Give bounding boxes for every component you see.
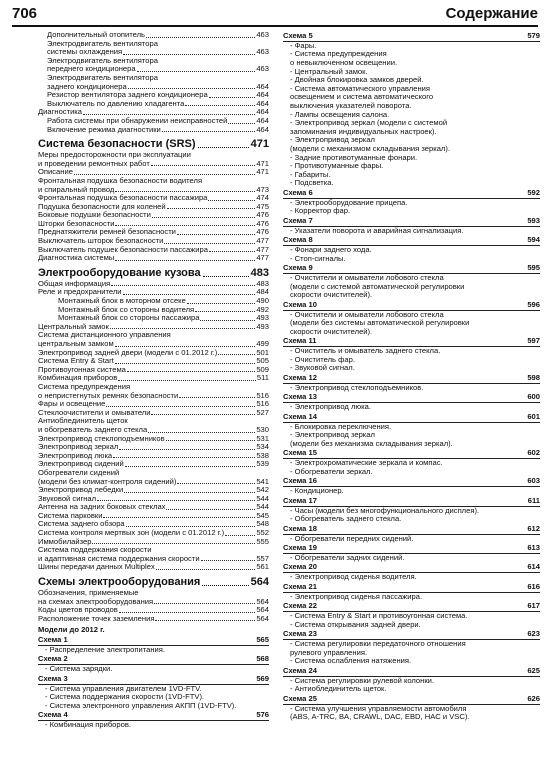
scheme-label: Схема 18 (283, 523, 317, 533)
scheme-page-number: 593 (527, 215, 540, 225)
toc-page-number: 539 (256, 459, 269, 469)
scheme-bullet: - Электропривод зеркал (290, 430, 375, 440)
scheme-bullet: - Подсветка. (290, 178, 334, 188)
scheme-heading (283, 32, 540, 42)
toc-entry-title: и проведении ремонтных работ (38, 158, 150, 168)
toc-leader-dots (179, 397, 255, 398)
toc-page-number: 531 (256, 433, 269, 443)
scheme-bullet: - Система управления двигателем 1VD-FTV. (45, 683, 202, 693)
toc-entry-title: Электропривод сидений (38, 459, 124, 469)
scheme-label: Схема 6 (283, 187, 313, 197)
toc-page-number: 538 (256, 450, 269, 460)
scheme-page-number: 576 (256, 710, 269, 720)
toc-leader-dots (162, 131, 256, 132)
toc-entry-title: Монтажный блок со стороны водителя (58, 304, 195, 314)
scheme-bullet: - Распределение электропитания. (45, 644, 166, 654)
scheme-bullet: - Габариты. (290, 169, 331, 179)
scheme-page-number: 597 (527, 336, 540, 346)
toc-page-number: 505 (256, 356, 269, 366)
scheme-bullet: (ABS, A-TRC, BA, CRAWL, DAC, EBD, HAC и VSC). (290, 712, 470, 722)
toc-entry-title: Коды цветов проводов (38, 605, 118, 615)
scheme-bullet: - Очистители и омыватели лобового стекла (290, 309, 444, 319)
scheme-page-number: 569 (256, 673, 269, 683)
page-number: 706 (12, 5, 38, 22)
toc-page-number: 464 (256, 81, 269, 91)
toc-leader-dots (123, 294, 256, 295)
toc-page-number: 477 (256, 244, 269, 254)
toc-page-number: 499 (256, 339, 269, 348)
toc-leader-dots (124, 492, 255, 493)
toc-page-number: 541 (256, 476, 269, 486)
toc-entry-line: Обозначения, применяемые (38, 588, 139, 598)
toc-leader-dots (200, 320, 255, 321)
models-heading: Модели до 2012 г. (38, 625, 105, 635)
toc-entry-title: центральным замком (38, 339, 114, 348)
toc-leader-dots (209, 251, 255, 252)
toc-leader-dots (119, 612, 256, 613)
toc-entry-line: Система поддержания скорости (38, 545, 152, 555)
scheme-label: Схема 20 (283, 562, 317, 572)
toc-entry-line: Система предупреждения (38, 381, 131, 391)
scheme-page-number: 598 (527, 372, 540, 382)
toc-leader-dots (166, 440, 256, 441)
toc-entry-title: Противоугонная система (38, 364, 126, 374)
scheme-bullet: - Задние противотуманные фонари. (290, 152, 418, 162)
scheme-bullet: - Система улучшения управляемости автомобиля (290, 703, 467, 713)
toc-entry-title: Иммобилайзер (38, 536, 92, 546)
scheme-label: Схема 11 (283, 336, 317, 346)
toc-leader-dots (111, 285, 255, 286)
scheme-bullet: - Система электронного управления АКПП (1VD-FTV). (45, 700, 237, 710)
toc-entry-title: Система парковки (38, 510, 103, 520)
toc-leader-dots (115, 363, 256, 364)
section-page-number: 471 (250, 138, 269, 151)
scheme-bullet: - Обогреватели передних сидений. (290, 533, 414, 543)
scheme-bullet: - Электропривод зеркал (модели с системой (290, 118, 448, 128)
toc-page-number: 544 (256, 502, 269, 512)
toc-page-number: 542 (256, 485, 269, 495)
toc-page-number: 493 (256, 321, 269, 331)
toc-page-number: 484 (256, 287, 269, 297)
toc-entry (38, 615, 269, 624)
scheme-label: Схема 21 (283, 581, 317, 591)
page-title: Содержание (445, 5, 538, 22)
toc-page-number: 464 (256, 107, 269, 117)
scheme-bullet: - Система предупреждения (290, 49, 387, 59)
scheme-page-number: 568 (256, 654, 269, 664)
toc-page-number: 476 (256, 218, 269, 228)
scheme-bullet: - Система открывания задней двери. (290, 619, 421, 629)
scheme-page-number: 600 (527, 392, 540, 402)
toc-entry-title: Электропривод задней двери (модели с 01.2012 г.) (38, 347, 218, 357)
toc-leader-dots (128, 88, 256, 89)
scheme-page-number: 613 (527, 543, 540, 553)
toc-page-number: 492 (256, 304, 269, 314)
scheme-bullet: освещением и система автоматического (290, 92, 434, 102)
toc-page-number: 483 (256, 278, 269, 288)
toc-page-number: 527 (256, 407, 269, 417)
toc-entry-title: переднего кондиционера (47, 64, 136, 74)
toc-entry-title: Работа системы при обнаружении неисправностей (47, 115, 228, 125)
scheme-bullet: - Электропривод сиденья пассажира. (290, 591, 423, 601)
scheme-page-number: 603 (527, 476, 540, 486)
toc-entry-title: Боковые подушки безопасности (38, 210, 151, 220)
toc-leader-dots (209, 97, 256, 98)
toc-entry-title: Система заднего обзора (38, 519, 125, 529)
scheme-label: Схема 3 (38, 673, 68, 683)
scheme-label: Схема 13 (283, 392, 317, 402)
toc-entry-title: Включение режима диагностики (47, 124, 161, 134)
toc-entry-line: Фронтальная подушка безопасности водителя (38, 175, 203, 185)
scheme-bullet: - Звуковой сигнал. (290, 363, 355, 373)
toc-entry-title: Подушка безопасности для коленей (38, 201, 166, 211)
toc-entry-title: Дополнительный отопитель (47, 30, 146, 39)
toc-entry-title: системы охлаждения (47, 47, 123, 57)
toc-page-number: 555 (256, 536, 269, 546)
toc-entry-title: Фары и освещение (38, 399, 106, 409)
toc-right-column (283, 31, 540, 722)
scheme-bullet: - Указатели поворота и аварийная сигнализация. (290, 225, 464, 235)
scheme-label: Схема 7 (283, 215, 313, 225)
scheme-bullet: - Антиоблединитель щеток. (290, 684, 387, 694)
toc-entry-title: Резистор вентилятора заднего кондиционера (47, 90, 208, 100)
toc-leader-dots (115, 260, 255, 261)
toc-leader-dots (185, 105, 255, 106)
toc-leader-dots (83, 114, 255, 115)
scheme-bullet: выключения указателей поворота. (290, 100, 412, 110)
scheme-label: Схема 14 (283, 411, 317, 421)
scheme-label: Схема 23 (283, 629, 317, 639)
toc-entry-title: Монтажный блок со стороны пассажира (58, 313, 200, 323)
header-rule (12, 25, 538, 27)
toc-leader-dots (113, 457, 255, 458)
scheme-bullet: - Блокировка переключения. (290, 421, 392, 431)
toc-entry-title: (модели без климат-контроля сидений) (38, 476, 177, 486)
scheme-bullet: - Обогреватель заднего стекла. (290, 514, 402, 524)
scheme-bullet: - Система регулировки передаточного отношения (290, 639, 466, 649)
scheme-page-number: 594 (527, 235, 540, 245)
toc-leader-dots (115, 346, 256, 347)
toc-leader-dots (177, 234, 255, 235)
toc-leader-dots (137, 71, 256, 72)
toc-leader-dots (187, 303, 256, 304)
scheme-bullet: - Двойная блокировка замков дверей. (290, 75, 424, 85)
section-page-number: 564 (250, 576, 269, 589)
scheme-page-number: 626 (527, 693, 540, 703)
scheme-label: Схема 24 (283, 665, 317, 675)
toc-leader-dots (154, 603, 255, 604)
section-title: Система безопасности (SRS) (38, 138, 196, 151)
scheme-bullet: (модели без системы автоматической регулировки (290, 318, 470, 328)
toc-entry-title: Антенна на задних боковых стеклах (38, 502, 166, 512)
toc-page-number: 561 (256, 562, 269, 572)
toc-left-column (38, 31, 269, 730)
toc-entry-title: Комбинация приборов (38, 373, 118, 383)
scheme-label: Схема 19 (283, 543, 317, 553)
scheme-bullet: - Лампы освещения салона. (290, 109, 390, 119)
toc-entry-line: Электродвигатель вентилятора (47, 55, 158, 65)
scheme-bullet: - Противотуманные фары. (290, 161, 384, 171)
scheme-label: Схема 17 (283, 495, 317, 505)
toc-leader-dots (119, 449, 255, 450)
toc-leader-dots (110, 328, 256, 329)
toc-entry-title: Стеклоочистители и омыватели (38, 407, 151, 417)
toc-entry-title: Система Entry & Start (38, 356, 114, 366)
scheme-bullet: - Система автоматического управления (290, 83, 430, 93)
scheme-bullet: - Система регулировки рулевой колонки. (290, 675, 435, 685)
toc-leader-dots (152, 217, 255, 218)
scheme-bullet: - Очиститель и омыватель заднего стекла. (290, 346, 441, 356)
toc-page-number: 564 (256, 613, 269, 623)
toc-page-number: 509 (256, 364, 269, 374)
scheme-page-number: 616 (527, 581, 540, 591)
toc-entry-title: Преднатяжители ремней безопасности (38, 227, 176, 237)
scheme-label: Схема 16 (283, 476, 317, 486)
scheme-bullet: - Корректор фар. (290, 206, 351, 216)
toc-entry-title: Диагностика системы (38, 253, 115, 263)
toc-entry-line: Обогреватели сидений (38, 467, 120, 477)
toc-page-number: 464 (256, 98, 269, 108)
toc-page-number: 463 (256, 64, 269, 74)
scheme-page-number: 595 (527, 263, 540, 273)
toc-page-number: 545 (256, 510, 269, 520)
toc-leader-dots (151, 165, 256, 166)
toc-page-number: 463 (256, 30, 269, 39)
toc-entry-title: Выключатель подушек безопасности пассажира (38, 244, 208, 254)
scheme-label: Схема 8 (283, 235, 313, 245)
toc-page-number: 477 (256, 253, 269, 263)
scheme-bullet: - Система поддержания скорости (1VD-FTV). (45, 692, 205, 702)
scheme-bullet: - Стоп-сигналы. (290, 253, 346, 263)
scheme-page-number: 565 (256, 635, 269, 644)
toc-page-number: 552 (256, 528, 269, 538)
toc-leader-dots (164, 243, 255, 244)
toc-page-number: 471 (256, 167, 269, 177)
scheme-label: Схема 12 (283, 372, 317, 382)
toc-entry-title: о непристегнутых ремнях безопасности (38, 390, 179, 400)
toc-entry (38, 563, 269, 572)
section-title: Схемы электрооборудования (38, 576, 201, 589)
toc-page-number: 530 (256, 424, 269, 434)
toc-page-number: 534 (256, 442, 269, 452)
toc-page-number: 516 (256, 399, 269, 409)
scheme-bullet: - Комбинация приборов. (45, 720, 131, 730)
toc-leader-dots (195, 311, 255, 312)
toc-leader-dots (115, 225, 255, 226)
toc-entry-title: Система контроля мертвых зон (модели с 01.2012 г.) (38, 528, 225, 538)
toc-leader-dots (203, 276, 249, 277)
toc-leader-dots (118, 380, 256, 381)
toc-page-number: 475 (256, 201, 269, 211)
section-body-electrics (38, 267, 269, 280)
toc-entry-title: Описание (38, 167, 73, 177)
scheme-bullet: - Фары. (290, 40, 317, 50)
toc-leader-dots (146, 37, 255, 38)
scheme-label: Схема 10 (283, 299, 317, 309)
toc-entry (38, 126, 269, 135)
scheme-bullet: о невыключенном освещении. (290, 57, 398, 67)
toc-page-number: 516 (256, 390, 269, 400)
toc-leader-dots (151, 414, 255, 415)
toc-entry-title: Общая информация (38, 278, 111, 288)
toc-leader-dots (123, 54, 255, 55)
toc-page-number: 464 (256, 115, 269, 125)
toc-page-number: 474 (256, 193, 269, 203)
scheme-bullet: - Электрооборудование прицепа. (290, 197, 408, 207)
toc-entry-line: Электродвигатель вентилятора (47, 38, 158, 48)
toc-entry-title: Электропривод люка (38, 450, 113, 460)
toc-leader-dots (198, 147, 249, 148)
scheme-label: Схема 5 (283, 31, 313, 40)
toc-leader-dots (202, 585, 248, 586)
toc-leader-dots (155, 620, 255, 621)
toc-page-number: 493 (256, 313, 269, 323)
toc-page-number: 476 (256, 227, 269, 237)
toc-entry-title: и обогреватель заднего стекла (38, 424, 148, 434)
scheme-bullet: (модели с механизмом складывания зеркал). (290, 143, 451, 153)
toc-entry-title: Электропривод стеклоподъемников (38, 433, 165, 443)
toc-page-number: 564 (256, 605, 269, 615)
scheme-bullet: - Центральный замок. (290, 66, 368, 76)
toc-page-number: 463 (256, 47, 269, 57)
section-title: Электрооборудование кузова (38, 266, 201, 279)
scheme-label: Схема 9 (283, 263, 313, 273)
toc-leader-dots (228, 123, 255, 124)
toc-leader-dots (156, 569, 256, 570)
toc-entry-title: Расположение точек заземления (38, 613, 155, 623)
scheme-bullet: - Электрохроматические зеркала и компас. (290, 458, 443, 468)
toc-leader-dots (115, 191, 255, 192)
scheme-bullet: рулевого управления. (290, 647, 368, 657)
toc-leader-dots (208, 200, 255, 201)
toc-entry-title: Электропривод зеркал (38, 442, 119, 452)
scheme-bullet: скорости очистителей). (290, 326, 373, 336)
scheme-label: Схема 1 (38, 635, 68, 644)
toc-page-number: 511 (256, 373, 269, 383)
scheme-bullet: - Система ослабления натяжения. (290, 656, 412, 666)
toc-entry-title: Шины передачи данных Multiplex (38, 562, 155, 572)
toc-entry-line: Антиоблединитель щеток (38, 416, 128, 426)
scheme-bullet: запоминания индивидуальных настроек). (290, 126, 437, 136)
scheme-page-number: 614 (527, 562, 540, 572)
toc-leader-dots (126, 526, 256, 527)
toc-entry-title: и адаптивная система поддержания скорости (38, 553, 200, 563)
scheme-bullet: - Электропривод люка. (290, 402, 371, 412)
scheme-label: Схема 25 (283, 693, 317, 703)
toc-leader-dots (225, 535, 255, 536)
scheme-page-number: 601 (527, 411, 540, 421)
toc-entry-title: Звуковой сигнал (38, 493, 97, 503)
toc-leader-dots (177, 483, 255, 484)
toc-page-number: 501 (256, 347, 269, 357)
toc-leader-dots (218, 354, 255, 355)
toc-leader-dots (167, 208, 256, 209)
scheme-bullet: - Обогреватели задних сидений. (290, 552, 405, 562)
scheme-page-number: 612 (527, 523, 540, 533)
scheme-bullet: (модели с системой автоматической регулировки (290, 281, 465, 291)
scheme-label: Схема 4 (38, 710, 68, 720)
toc-entry-title: Выключатель по давлению хладагента (47, 98, 185, 108)
toc-leader-dots (103, 517, 255, 518)
scheme-page-number: 592 (527, 187, 540, 197)
scheme-bullet: - Система Entry & Start и противоугонная система. (290, 611, 468, 621)
toc-page-number: 464 (256, 90, 269, 100)
toc-leader-dots (106, 406, 255, 407)
scheme-page-number: 596 (527, 299, 540, 309)
toc-page-number: 557 (256, 553, 269, 563)
toc-leader-dots (166, 509, 255, 510)
toc-page-number: 464 (256, 124, 269, 134)
toc-entry-title: заднего кондиционера (47, 81, 127, 91)
scheme-page-number: 602 (527, 448, 540, 458)
toc-entry-title: Реле и предохранители (38, 287, 122, 297)
scheme-bullet: - Очистители и омыватели лобового стекла (290, 273, 444, 283)
scheme-bullet: - Обогреватели зеркал. (290, 466, 373, 476)
scheme-bullet: - Электропривод стеклоподъемников. (290, 382, 424, 392)
scheme-page-number: 611 (527, 495, 540, 505)
toc-page-number: 471 (256, 158, 269, 168)
toc-leader-dots (97, 500, 255, 501)
toc-entry-title: Выключатель шторок безопасности (38, 236, 164, 246)
toc-leader-dots (92, 543, 255, 544)
toc-page-number: 544 (256, 493, 269, 503)
toc-entry-line: Меры предосторожности при эксплуатации (38, 150, 191, 160)
toc-leader-dots (148, 432, 255, 433)
scheme-bullet: - Электропривод зеркал (290, 135, 375, 145)
toc-entry-line: Электродвигатель вентилятора (47, 72, 158, 82)
toc-page-number: 548 (256, 519, 269, 529)
scheme-label: Схема 15 (283, 448, 317, 458)
toc-entry-title: и спиральный провод (38, 184, 115, 194)
scheme-bullet: - Электропривод сиденья водителя. (290, 572, 417, 582)
toc-entry-title: Фронтальная подушка безопасности пассажира (38, 193, 208, 203)
toc-page-number: 564 (256, 596, 269, 606)
toc-entry (38, 254, 269, 263)
toc-entry-title: Центральный замок (38, 321, 109, 331)
scheme-bullet: - Фонари заднего хода. (290, 245, 372, 255)
toc-page-number: 473 (256, 184, 269, 194)
toc-entry-title: Монтажный блок в моторном отсеке (58, 296, 186, 306)
toc-page-number: 476 (256, 210, 269, 220)
scheme-bullet: - Система зарядки. (45, 664, 113, 674)
section-page-number: 483 (250, 266, 269, 279)
scheme-bullet: - Кондиционер. (290, 486, 344, 496)
scheme-page-number: 623 (527, 629, 540, 639)
toc-page-number: 477 (256, 236, 269, 246)
toc-leader-dots (74, 174, 255, 175)
scheme-page-number: 617 (527, 601, 540, 611)
scheme-page-number: 579 (527, 31, 540, 40)
scheme-label: Схема 22 (283, 601, 317, 611)
toc-page-number: 490 (256, 296, 269, 306)
scheme-label: Схема 2 (38, 654, 68, 664)
toc-entry-title: Диагностика (38, 107, 83, 117)
toc-entry-title: на схемах электрооборудования (38, 596, 154, 606)
toc-entry-title: Шторки безопасности (38, 218, 115, 228)
scheme-bullet: (модели без механизма складывания зеркал). (290, 438, 453, 448)
toc-leader-dots (127, 371, 255, 372)
scheme-page-number: 625 (527, 665, 540, 675)
toc-entry-line: Система дистанционного управления (38, 330, 171, 340)
toc-entry-title: Электропривод лебедки (38, 485, 124, 495)
scheme-bullet: скорости очистителей). (290, 290, 373, 300)
toc-leader-dots (201, 560, 256, 561)
scheme-bullet: - Часы (модели без многофункционального дисплея). (290, 505, 480, 515)
scheme-bullet: - Очиститель фар. (290, 354, 355, 364)
toc-leader-dots (125, 466, 256, 467)
